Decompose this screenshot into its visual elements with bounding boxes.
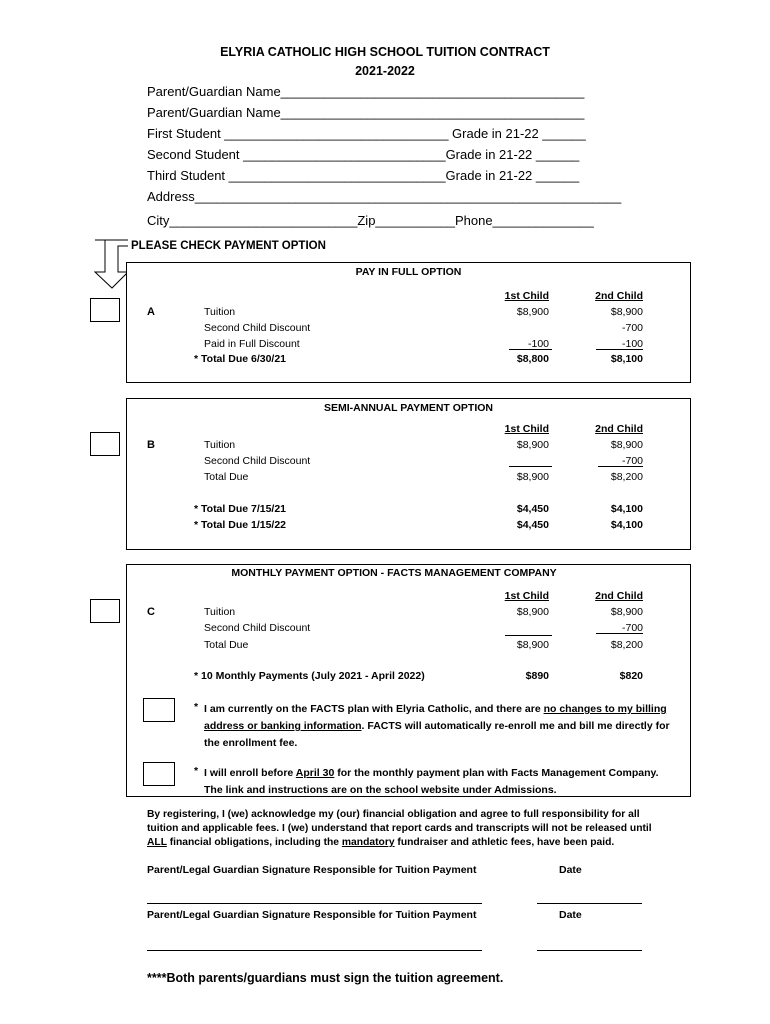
option-c-second-discount-label: Second Child Discount [204,622,311,634]
option-a-second-discount-label: Second Child Discount [204,322,311,334]
option-a-checkbox[interactable] [90,298,120,322]
signature-2-line[interactable] [147,950,482,951]
option-c-monthly-c2: $820 [619,670,643,682]
option-b-letter: B [147,439,155,451]
option-c-monthly-label: * 10 Monthly Payments (July 2021 - April 2022) [194,670,425,682]
parent-guardian-name-2-field[interactable]: Parent/Guardian Name__________________________________________ [147,105,585,120]
option-b-due2-label: * Total Due 1/15/22 [194,519,287,531]
option-b-checkbox[interactable] [90,432,120,456]
option-c-second-discount-c2: -700 [621,622,643,634]
option-b-underline-c2 [598,466,643,467]
option-b-total-c1: $8,900 [516,471,549,483]
option-c-letter: C [147,606,155,618]
option-c-monthly-c1: $890 [525,670,549,682]
option-c-underline-c1 [505,635,552,636]
option-a-second-discount-c2: -700 [621,322,643,334]
signature-1-line[interactable] [147,903,482,904]
footer-note: ****Both parents/guardians must sign the tuition agreement. [147,971,504,985]
option-b-tuition-c1: $8,900 [516,439,549,451]
option-b-due2-c1: $4,450 [516,519,549,531]
first-student-field[interactable]: First Student _______________________________ Grade in 21-22 ______ [147,126,586,141]
facts-current-text: I am currently on the FACTS plan with Elyria Catholic, and there are no changes to my billing address or banking information. FACTS will automatically re-enroll me and bill me directly for the enrollment fee. [204,703,670,749]
facts-current-bullet: * [194,701,199,713]
option-c-heading: MONTHLY PAYMENT OPTION - FACTS MANAGEMENT COMPANY [231,567,557,579]
facts-enroll-checkbox[interactable] [143,762,175,786]
option-a-col1-header: 1st Child [504,290,549,302]
option-a-paid-full-c1: -100 [527,338,549,350]
option-a-tuition-label: Tuition [204,306,236,318]
facts-current-checkbox[interactable] [143,698,175,722]
option-a-underline-c2 [596,349,643,350]
date-1-line[interactable] [537,903,642,904]
option-a-total-label: * Total Due 6/30/21 [194,353,287,365]
please-check-heading: PLEASE CHECK PAYMENT OPTION [131,240,326,252]
option-a-total-c1: $8,800 [516,353,549,365]
option-b-due2-c2: $4,100 [610,519,643,531]
option-a-paid-full-c2: -100 [621,338,643,350]
facts-enroll-text: I will enroll before April 30 for the monthly payment plan with Facts Management Company. The link and instructions are on the school website under Admissions. [204,767,659,796]
date-1-label: Date [559,864,582,876]
date-2-line[interactable] [537,950,642,951]
date-2-label: Date [559,909,582,921]
city-zip-phone-field[interactable]: City__________________________Zip___________Phone______________ [147,213,594,228]
option-a-underline-c1 [509,349,552,350]
option-c-total-c1: $8,900 [516,639,549,651]
option-a-heading: PAY IN FULL OPTION [355,266,462,278]
option-c-tuition-label: Tuition [204,606,236,618]
option-c-col2-header: 2nd Child [595,590,643,602]
option-c-tuition-c1: $8,900 [516,606,549,618]
option-b-due1-label: * Total Due 7/15/21 [194,503,287,515]
signature-2-label: Parent/Legal Guardian Signature Responsible for Tuition Payment [147,909,477,921]
signature-1-label: Parent/Legal Guardian Signature Responsible for Tuition Payment [147,864,477,876]
option-b-underline-c1 [509,466,552,467]
option-b-total-c2: $8,200 [610,471,643,483]
option-c-checkbox[interactable] [90,599,120,623]
option-b-due1-c1: $4,450 [516,503,549,515]
option-a-tuition-c1: $8,900 [516,306,549,318]
option-b-col2-header: 2nd Child [595,423,643,435]
facts-enroll-bullet: * [194,765,199,777]
option-b-second-discount-c2: -700 [621,455,643,467]
option-b-total-label: Total Due [204,471,249,483]
option-a-paid-full-label: Paid in Full Discount [204,338,300,350]
option-a-total-c2: $8,100 [610,353,643,365]
option-b-tuition-c2: $8,900 [610,439,643,451]
option-c-underline-c2 [596,633,643,634]
school-year: 2021-2022 [355,64,415,78]
option-b-tuition-label: Tuition [204,439,236,451]
option-c-total-c2: $8,200 [610,639,643,651]
option-a-tuition-c2: $8,900 [610,306,643,318]
option-b-heading: SEMI-ANNUAL PAYMENT OPTION [324,402,493,414]
option-c-total-label: Total Due [204,639,249,651]
acknowledgement-paragraph: By registering, I (we) acknowledge my (our) financial obligation and agree to full responsibility for all tuition and applicable fees. I (we) understand that report cards and transcripts will not be released until ALL financial obligations, including the mandatory fundraiser and athletic fees, have been paid. [147,809,652,848]
address-field[interactable]: Address___________________________________________________________ [147,189,622,204]
page-title: ELYRIA CATHOLIC HIGH SCHOOL TUITION CONTRACT [220,45,550,59]
option-c-tuition-c2: $8,900 [610,606,643,618]
option-c-col1-header: 1st Child [504,590,549,602]
option-a-col2-header: 2nd Child [595,290,643,302]
option-b-second-discount-label: Second Child Discount [204,455,311,467]
third-student-field[interactable]: Third Student ______________________________Grade in 21-22 ______ [147,168,580,183]
option-b-due1-c2: $4,100 [610,503,643,515]
second-student-field[interactable]: Second Student ____________________________Grade in 21-22 ______ [147,147,580,162]
option-a-letter: A [147,306,155,318]
parent-guardian-name-1-field[interactable]: Parent/Guardian Name__________________________________________ [147,84,585,99]
option-b-col1-header: 1st Child [504,423,549,435]
down-arrow-icon [94,238,130,292]
